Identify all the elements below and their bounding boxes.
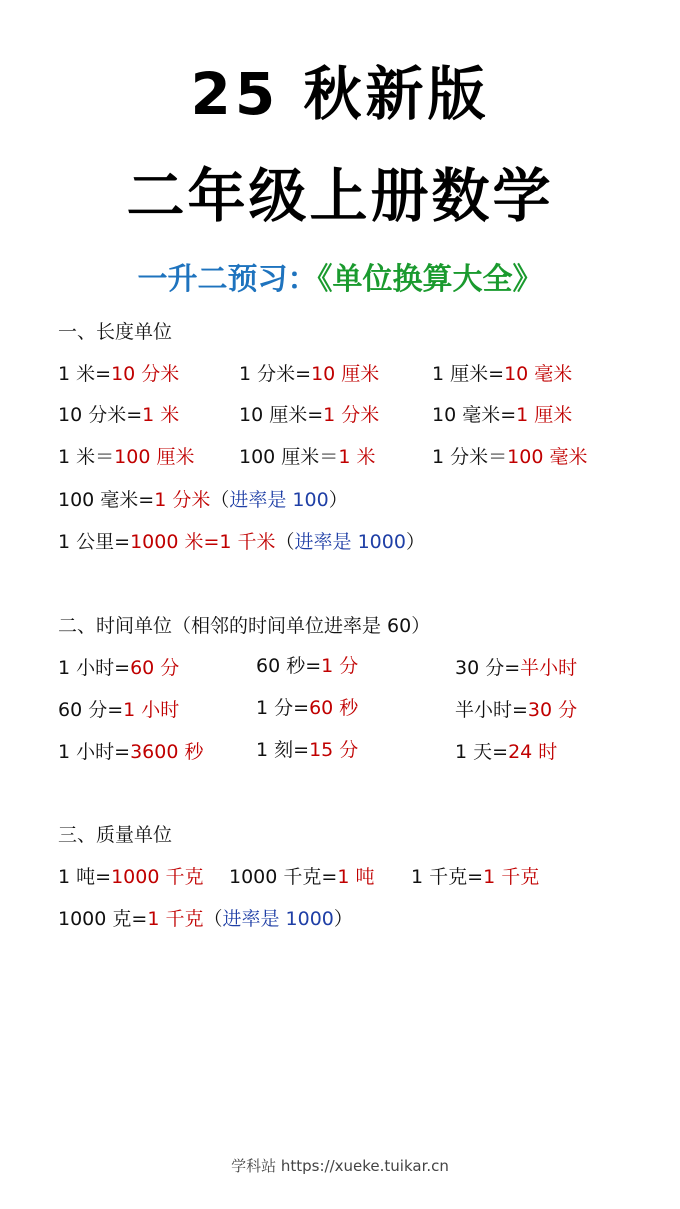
equation-right: 1 小时 [123, 699, 180, 721]
equation-right: 1 分 [321, 655, 359, 677]
equation-right: 半小时 [520, 657, 578, 679]
title-line-1: 25 秋新版 [190, 60, 490, 128]
equation-left: 1 小时= [58, 657, 131, 679]
equation-right: 1000 米=1 千米 [130, 531, 276, 553]
equation-left: 1000 千克= [229, 866, 338, 888]
equation-right: 100 厘米 [114, 446, 195, 468]
length-line-5 [58, 528, 425, 556]
equation-left: 1 分= [256, 697, 310, 719]
equation-left: 1 分米= [239, 363, 312, 385]
equation-left: 10 分米= [58, 404, 143, 426]
paren-open: （ [275, 531, 295, 553]
equation-right: 10 厘米 [311, 363, 380, 385]
mass-heading: 三、质量单位 [58, 824, 173, 846]
equation-left: 100 毫米= [58, 489, 155, 511]
equation-right: 24 时 [508, 741, 558, 763]
time-item [58, 696, 179, 724]
equation-left: 60 分= [58, 699, 124, 721]
equation-left: 1 吨= [58, 866, 112, 888]
time-item [256, 736, 358, 764]
equation-left: 30 分= [455, 657, 521, 679]
equation-left: 1 厘米= [432, 363, 505, 385]
mass-item [58, 863, 203, 891]
length-item [58, 360, 179, 388]
time-item [256, 652, 358, 680]
rate-note: 进率是 1000 [294, 531, 406, 553]
length-item [432, 401, 572, 429]
paren-open: （ [203, 908, 223, 930]
equation-left: 1 天= [455, 741, 509, 763]
rate-note: 进率是 100 [229, 489, 329, 511]
footer-watermark: 学科站 https://xueke.tuikar.cn [231, 1157, 449, 1175]
equation-left: 1 千克= [411, 866, 484, 888]
length-item [58, 443, 194, 471]
time-item [455, 654, 577, 682]
length-item [239, 401, 379, 429]
paren-close: ） [328, 489, 348, 511]
paren-open: （ [210, 489, 230, 511]
equation-left: 1000 克= [58, 908, 148, 930]
equation-left: 1 公里= [58, 531, 131, 553]
equation-left: 1 米＝ [58, 446, 115, 468]
equation-left: 100 厘米＝ [239, 446, 339, 468]
equation-right: 10 毫米 [504, 363, 573, 385]
equation-left: 10 毫米= [432, 404, 517, 426]
equation-right: 10 分米 [111, 363, 180, 385]
equation-right: 60 秒 [309, 697, 359, 719]
equation-left: 1 米= [58, 363, 112, 385]
equation-right: 1 分米 [323, 404, 380, 426]
mass-item [411, 863, 539, 891]
length-item [58, 401, 179, 429]
equation-right: 3600 秒 [130, 741, 204, 763]
equation-right: 1 米 [338, 446, 376, 468]
subtitle-topic: 《单位换算大全》 [317, 262, 543, 297]
rate-note: 进率是 1000 [222, 908, 334, 930]
equation-left: 60 秒= [256, 655, 322, 677]
paren-close: ） [333, 908, 353, 930]
length-item [432, 360, 572, 388]
length-line-4 [58, 486, 348, 514]
equation-right: 1 吨 [337, 866, 375, 888]
equation-left: 1 小时= [58, 741, 131, 763]
equation-right: 100 毫米 [507, 446, 588, 468]
equation-right: 15 分 [309, 739, 359, 761]
length-item [239, 360, 379, 388]
title-line-2: 二年级上册数学 [126, 162, 554, 230]
subtitle [0, 258, 680, 302]
equation-left: 半小时= [455, 699, 528, 721]
length-item [239, 443, 375, 471]
time-item [455, 696, 577, 724]
time-item [256, 694, 358, 722]
time-item [58, 654, 179, 682]
equation-left: 1 分米＝ [432, 446, 508, 468]
equation-right: 1 千克 [483, 866, 540, 888]
length-heading: 一、长度单位 [58, 321, 173, 343]
equation-right: 1000 千克 [111, 866, 204, 888]
equation-right: 1 厘米 [516, 404, 573, 426]
length-item [432, 443, 587, 471]
subtitle-prefix: 一升二预习： [137, 262, 318, 297]
equation-left: 1 刻= [256, 739, 310, 761]
mass-item [229, 863, 374, 891]
equation-right: 1 米 [142, 404, 180, 426]
equation-left: 10 厘米= [239, 404, 324, 426]
time-heading: 二、时间单位（相邻的时间单位进率是 60） [58, 615, 431, 637]
equation-right: 1 分米 [154, 489, 211, 511]
time-item [455, 738, 557, 766]
equation-right: 30 分 [527, 699, 578, 721]
mass-line-2 [58, 905, 353, 933]
paren-close: ） [405, 531, 425, 553]
equation-right: 60 分 [130, 657, 180, 679]
equation-right: 1 千克 [147, 908, 204, 930]
time-item [58, 738, 203, 766]
